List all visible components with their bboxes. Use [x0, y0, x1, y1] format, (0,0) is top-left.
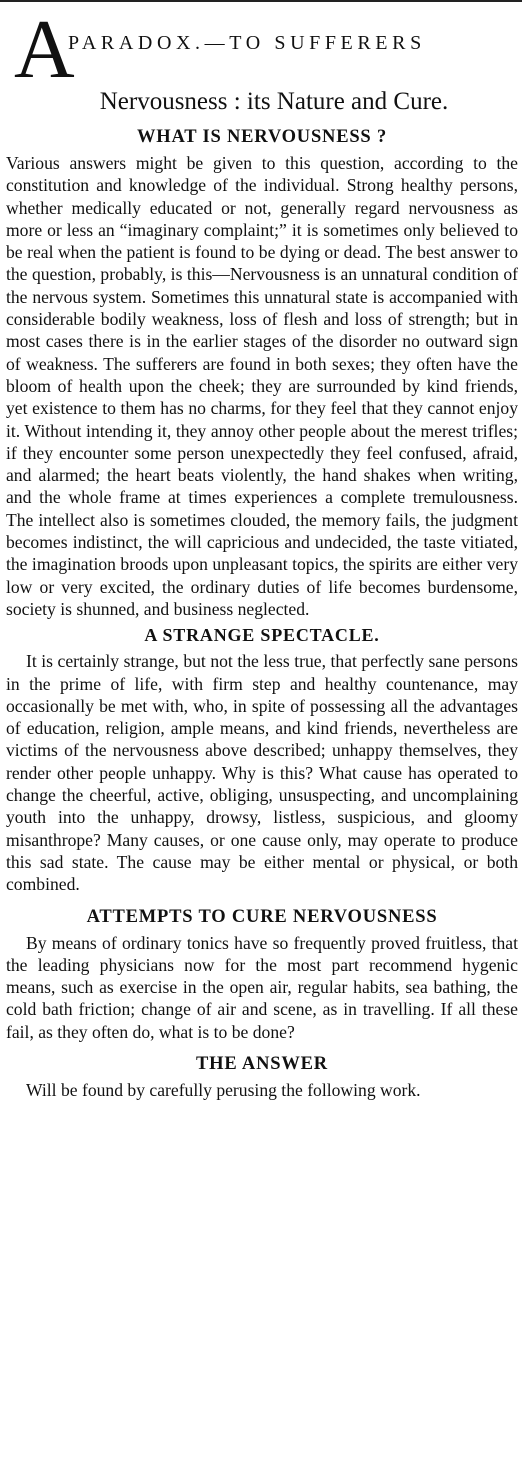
paragraph-strange-spectacle: It is certainly strange, but not the less true, that perfectly sane persons in the prime of life, with firm step and healthy countenance, may occasionally be met with, who, in spite of possessing all the advantages of education, religion, ample means, and kind friends, nevertheless are victims of the nervousness above described; unhappy themselves, they render other people unhappy. Why is this? What cause has operated to change the cheerful, active, obliging, unsuspecting, and uncomplaining youth into the unhappy, drowsy, listless, suspicious, and gloomy misanthrope? Many causes, or one cause only, may operate to produce this sad state. The cause may be either mental or physical, or both combined.: [6, 651, 518, 895]
headline: PARADOX.—TO SUFFERERS: [68, 32, 426, 54]
paragraph-what-is-nervousness: Various answers might be given to this question, according to the constitution and knowledge of the individual. Strong healthy persons, whether medically educated or not, generally regard nervousness as more or less an “imaginary complaint;” it is sometimes only believed to be real when the patient is found to be dying or dead. The best answer to the question, probably, is this—Nervousness is an unnatural condition of the nervous system. Sometimes this unnatural state is accompanied with considerable bodily weakness, loss of flesh and loss of strength; but in most cases there is in the earlier stages of the disorder no outward sign of weakness. The sufferers are found in both sexes; they often have the bloom of health upon the cheek; they are surrounded by kind friends, yet existence to them has no charms, for they feel that they cannot enjoy it. Without intending it, they annoy other people about the merest trifles; if they encounter some person unexpectedly they feel confused, afraid, and alarmed; the heart beats violently, the hand shakes when writing, and the whole frame at times experiences a complete tremulousness. The intellect also is sometimes clouded, the memory fails, the judgment becomes indistinct, the will capricious and undecided, the taste vitiated, the imagination broods upon unpleasant topics, the spirits are either very low or very excited, the ordinary duties of life becomes burdensome, society is shunned, and business neglected.: [6, 153, 518, 619]
section-heading-what-is-nervousness: WHAT IS NERVOUSNESS ?: [136, 127, 387, 147]
paragraph-attempts-to-cure: By means of ordinary tonics have so frequently proved fruitless, that the leading physicians now for the most part recommend hygenic means, such as exercise in the open air, regular habits, sea bathing, the cold bath friction; change of air and scene, as in travelling. If all these fail, as they often do, what is to be done?: [6, 932, 518, 1042]
paragraph-the-answer: Will be found by carefully perusing the following work.: [26, 1079, 421, 1100]
section-heading-strange-spectacle: A STRANGE SPECTACLE.: [144, 625, 380, 646]
section-heading-attempts-to-cure: ATTEMPTS TO CURE NERVOUSNESS: [86, 906, 438, 927]
drop-cap: A: [14, 3, 75, 96]
subheadline: Nervousness : its Nature and Cure.: [99, 88, 449, 115]
title-block: [6, 3, 518, 124]
section-heading-the-answer: THE ANSWER: [196, 1053, 328, 1074]
top-rule: [0, 0, 522, 2]
